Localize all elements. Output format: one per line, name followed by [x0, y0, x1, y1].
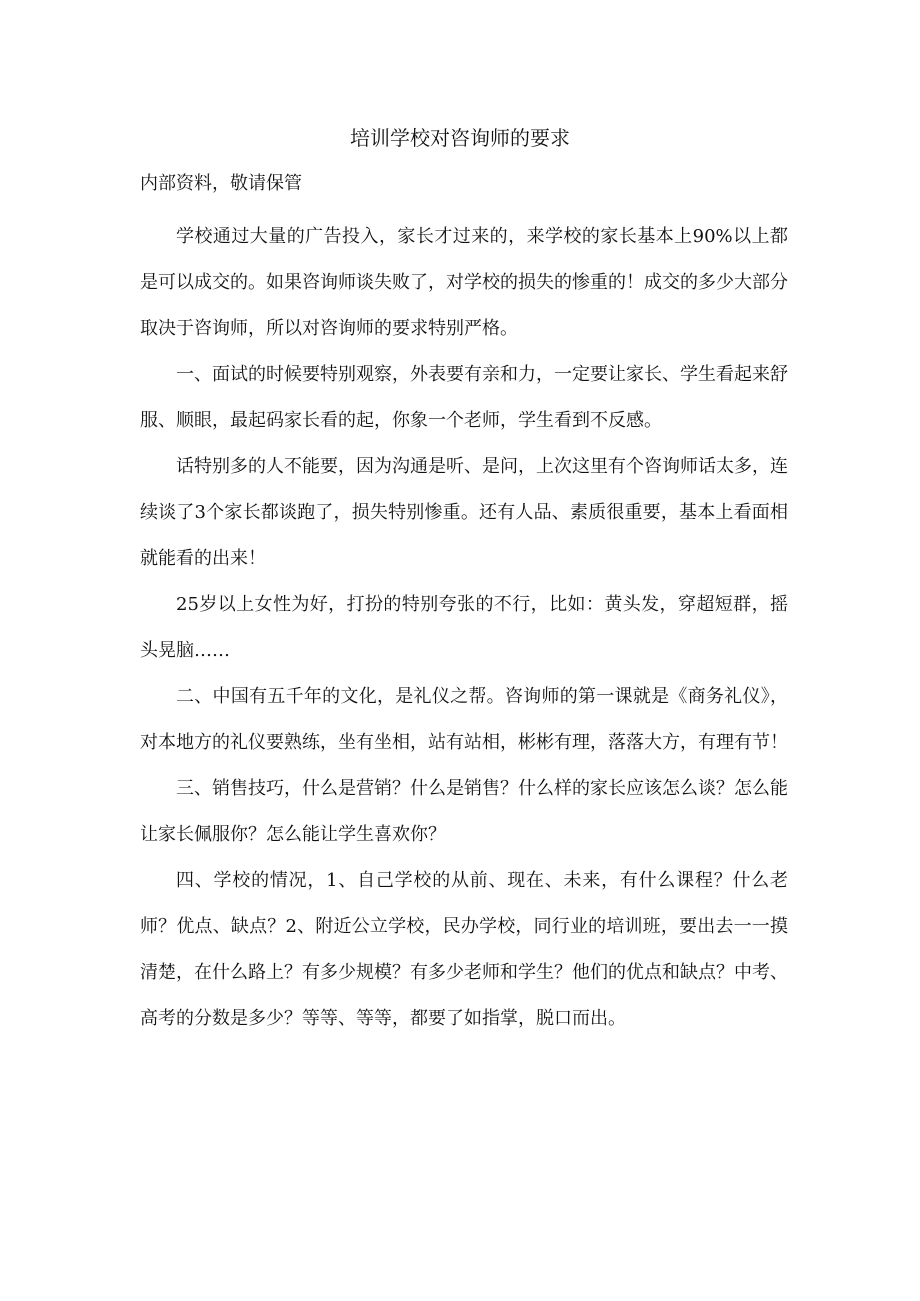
- paragraph-age: 25岁以上女性为好，打扮的特别夸张的不行，比如：黄头发，穿超短群，摇头晃脑……: [140, 594, 788, 661]
- paragraph-talkative: 话特别多的人不能要，因为沟通是听、是问，上次这里有个咨询师话太多，连续谈了3个家长都谈跑了，损失特别惨重。还有人品、素质很重要，基本上看面相就能看的出来！: [140, 456, 788, 569]
- document-body: [140, 214, 788, 1042]
- document-title: 培训学校对咨询师的要求: [350, 126, 570, 150]
- paragraph-section-4: 四、学校的情况，1、自己学校的从前、现在、未来，有什么课程？什么老师？优点、缺点？2、附近公立学校，民办学校，同行业的培训班，要出去一一摸清楚，在什么路上？有多少规模？有多少老师和学生？他们的优点和缺点？中考、高考的分数是多少？等等、等等，都要了如指掌，脱口而出。: [140, 870, 788, 1029]
- paragraph-section-3: 三、销售技巧，什么是营销？什么是销售？什么样的家长应该怎么谈？怎么能让家长佩服你？怎么能让学生喜欢你？: [140, 778, 788, 845]
- paragraph-section-1: 一、面试的时候要特别观察，外表要有亲和力，一定要让家长、学生看起来舒服、顺眼，最起码家长看的起，你象一个老师，学生看到不反感。: [140, 364, 788, 431]
- paragraph-section-2: 二、中国有五千年的文化，是礼仪之帮。咨询师的第一课就是《商务礼仪》，对本地方的礼仪要熟练，坐有坐相，站有站相，彬彬有理，落落大方，有理有节！: [140, 686, 788, 753]
- paragraph-intro: 学校通过大量的广告投入，家长才过来的，来学校的家长基本上90%以上都是可以成交的。如果咨询师谈失败了，对学校的损失的惨重的！成交的多少大部分取决于咨询师，所以对咨询师的要求特别严格。: [140, 226, 788, 339]
- document-subtitle: 内部资料，敬请保管: [140, 173, 302, 194]
